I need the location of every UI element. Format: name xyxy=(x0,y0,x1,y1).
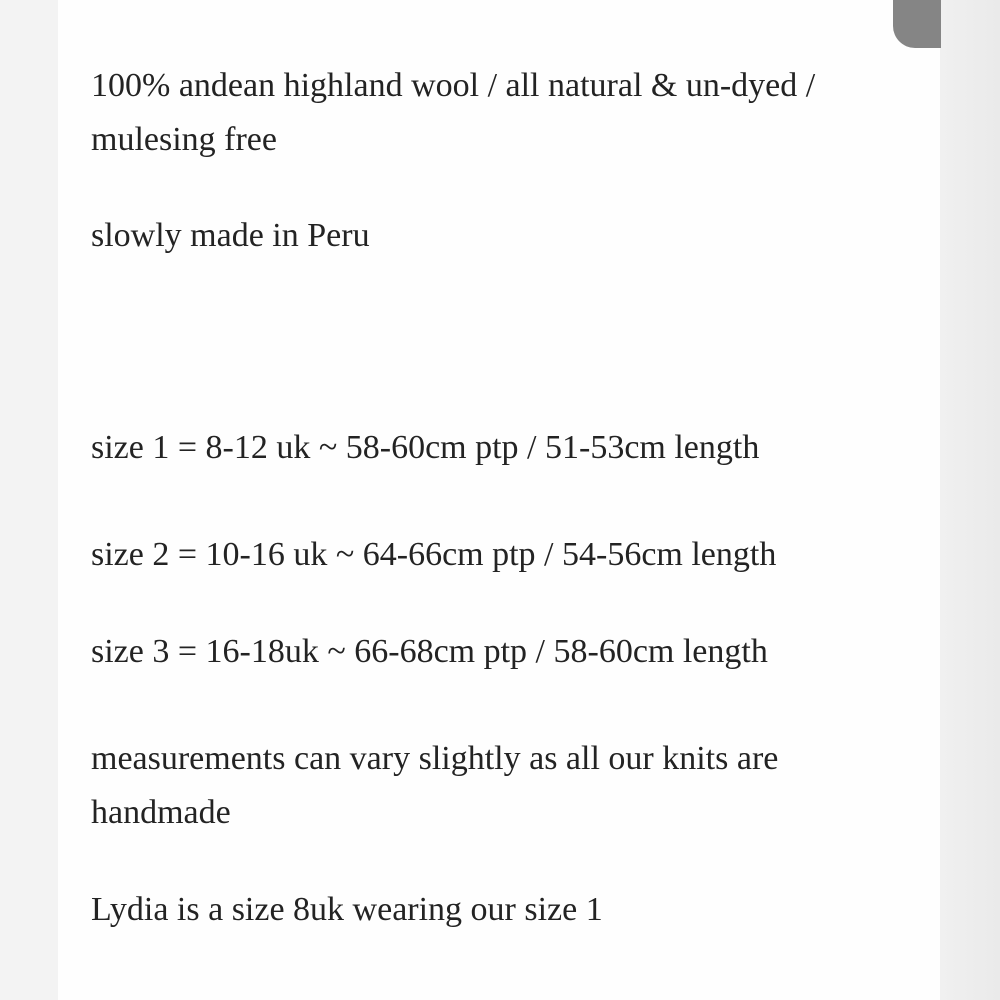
size-1-text: size 1 = 8-12 uk ~ 58-60cm ptp / 51-53cm length xyxy=(91,429,760,466)
right-margin xyxy=(940,0,1000,1000)
corner-tab xyxy=(893,0,941,48)
left-margin xyxy=(0,0,58,1000)
size-3-text: size 3 = 16-18uk ~ 66-68cm ptp / 58-60cm length xyxy=(91,633,768,670)
origin-text: slowly made in Peru xyxy=(91,217,370,254)
measurement-note-line-1: measurements can vary slightly as all our knits are xyxy=(91,740,779,777)
material-text-line-2: mulesing free xyxy=(91,121,277,158)
material-text-line-1: 100% andean highland wool / all natural & un-dyed / xyxy=(91,67,816,104)
model-info-text: Lydia is a size 8uk wearing our size 1 xyxy=(91,891,603,928)
measurement-note-line-2: handmade xyxy=(91,794,231,831)
size-2-text: size 2 = 10-16 uk ~ 64-66cm ptp / 54-56cm length xyxy=(91,536,777,573)
